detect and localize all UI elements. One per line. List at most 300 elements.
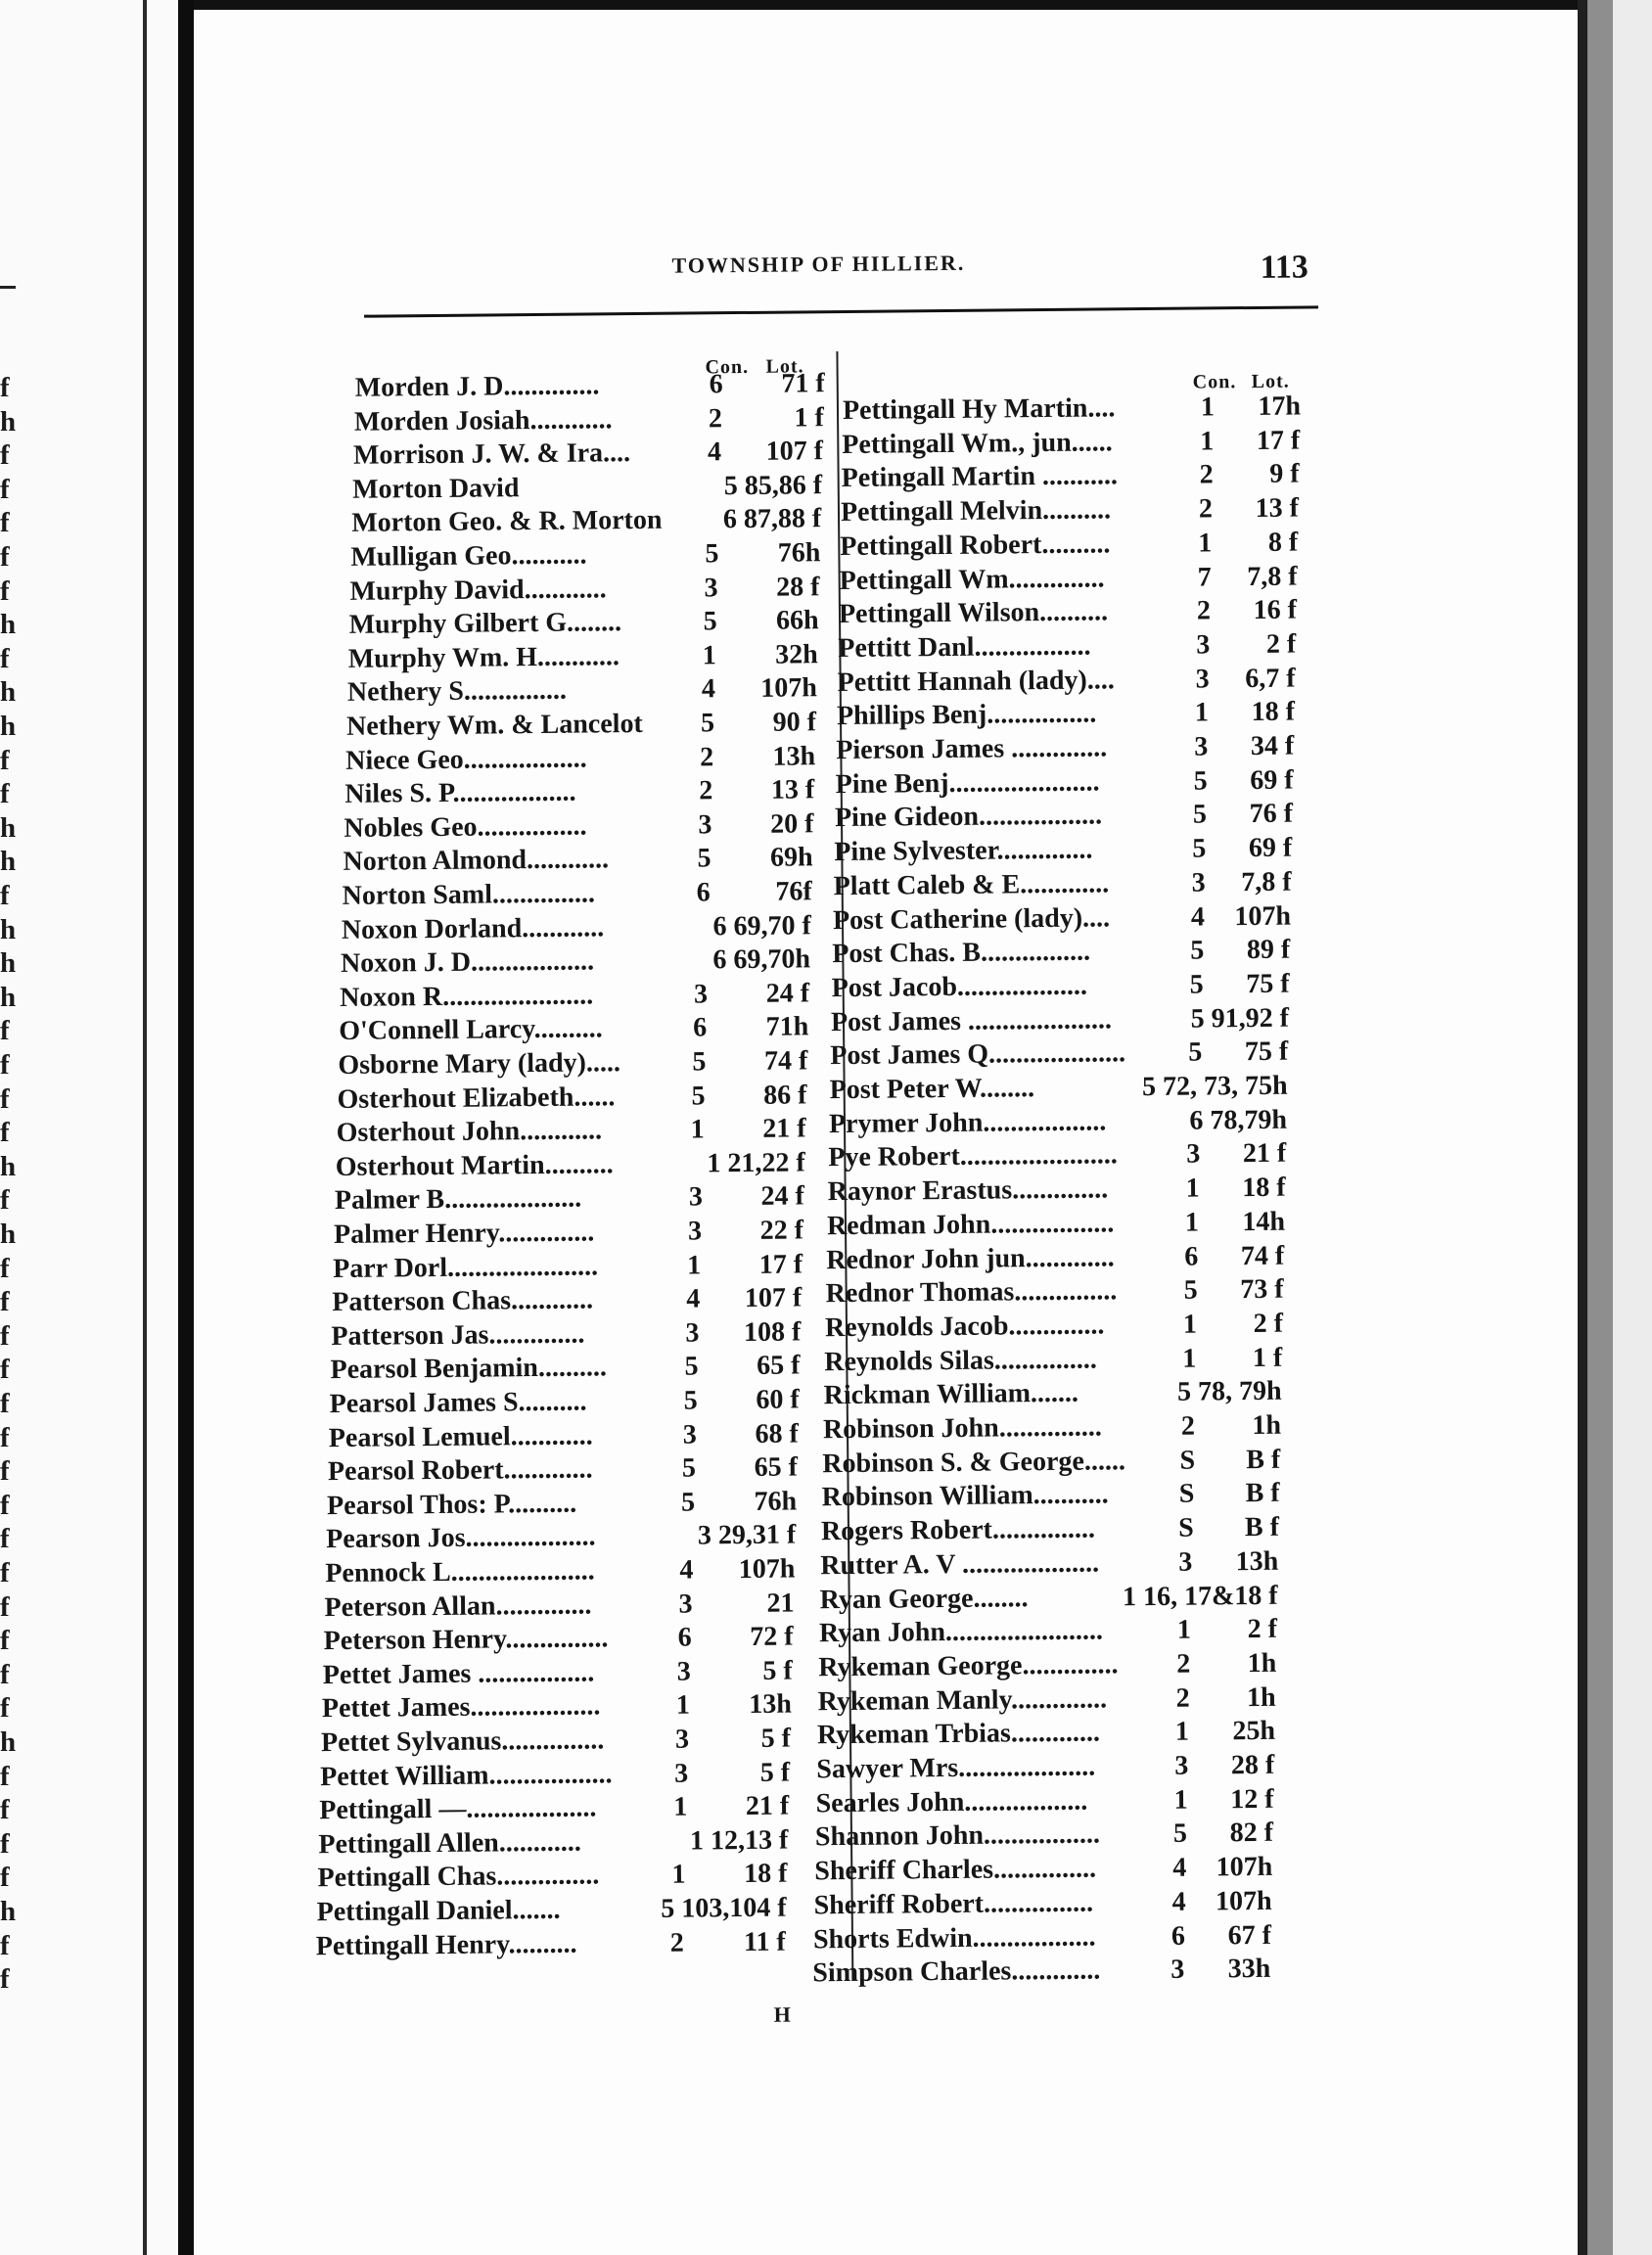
entry-name: Pine Gideon.................. xyxy=(834,800,1103,834)
entry-lot: 33h xyxy=(1227,1954,1271,1985)
entry-concession: 2 xyxy=(1196,595,1212,626)
left-entry xyxy=(331,1315,801,1354)
right-entry xyxy=(827,1205,1285,1242)
right-lot-header: Lot. xyxy=(1251,370,1290,392)
entry-concession: 3 xyxy=(685,1317,700,1349)
right-entry xyxy=(817,1680,1275,1718)
entry-lot: 69 f xyxy=(1250,764,1294,796)
entry-concession: 5 xyxy=(700,708,715,739)
entry-name: Niles S. P.................. xyxy=(344,776,576,810)
left-entry xyxy=(327,1485,797,1523)
entry-concession: 5 xyxy=(1193,765,1208,797)
right-entry xyxy=(815,1817,1273,1854)
right-entry xyxy=(827,1172,1285,1209)
left-entry xyxy=(325,1553,795,1591)
entry-lot: 76h xyxy=(754,1486,798,1517)
entry-concession: 5 xyxy=(703,606,717,637)
entry-name: Post James Q.................... xyxy=(830,1037,1126,1072)
entry-concession: 1 xyxy=(687,1250,702,1281)
entry-name: Pettitt Danl................. xyxy=(838,630,1091,664)
entry-name: Robinson S. & George...... xyxy=(822,1445,1126,1479)
right-entry xyxy=(824,1341,1282,1378)
facing-page-fragment: f xyxy=(0,744,10,776)
entry-name: Sheriff Robert................ xyxy=(813,1887,1094,1921)
entry-name: Parr Dorl...................... xyxy=(333,1251,599,1284)
entry-concession: 5 xyxy=(697,843,711,874)
left-entry xyxy=(334,1214,803,1252)
entry-lot: B f xyxy=(1244,1511,1280,1543)
entry-name: Rogers Robert............... xyxy=(820,1513,1096,1547)
entry-name: Pettet Sylvanus............... xyxy=(320,1725,605,1759)
left-entry xyxy=(354,401,824,439)
entry-concession: 1 xyxy=(1184,1207,1200,1238)
entry-concession: 4 xyxy=(707,437,722,468)
facing-page-fragment: f xyxy=(0,1489,10,1521)
entry-lot: 25h xyxy=(1232,1716,1276,1747)
facing-page-fragment: f xyxy=(0,439,10,472)
entry-concession: 6 xyxy=(1170,1920,1186,1952)
signature-mark: H xyxy=(773,2002,791,2027)
entry-lot: 13h xyxy=(1235,1545,1279,1577)
entry-lot: 72 f xyxy=(750,1621,794,1653)
left-entry xyxy=(349,571,819,609)
entry-lot: 9 f xyxy=(1269,458,1300,490)
right-entry xyxy=(834,832,1292,869)
facing-page-fragment: f xyxy=(0,1319,10,1352)
entry-name: Pine Sylvester.............. xyxy=(834,834,1093,868)
entry-concession: 3 xyxy=(704,572,718,603)
facing-page-fragment: f xyxy=(0,1523,10,1555)
entry-concession: 2 xyxy=(1176,1648,1191,1680)
entry-lot: 5 f xyxy=(760,1723,792,1754)
entry-lot: 6,7 f xyxy=(1245,663,1296,694)
right-entry xyxy=(837,662,1295,699)
facing-page-fragment: f xyxy=(0,1692,10,1725)
entry-name: Pettet James................... xyxy=(321,1690,601,1725)
entry-concession: 5 xyxy=(1189,969,1204,1000)
entry-name: Shannon John................. xyxy=(814,1818,1101,1853)
entry-name: Pettingall Melvin.......... xyxy=(840,494,1112,529)
header-rule xyxy=(364,305,1318,317)
entry-concession: 5 xyxy=(1190,935,1205,966)
entry-lot: 32h xyxy=(775,639,818,670)
entry-name: Patterson Chas............ xyxy=(332,1284,594,1318)
entry-lot: 1 16, 17&18 f xyxy=(1122,1580,1278,1612)
entry-concession: 5 xyxy=(1172,1818,1188,1850)
left-entry xyxy=(344,807,813,846)
entry-name: Post Chas. B................ xyxy=(832,936,1091,970)
entry-concession: 1 xyxy=(671,1859,686,1891)
entry-lot: 1h xyxy=(1247,1647,1277,1679)
entry-concession: 5 xyxy=(1188,1036,1203,1068)
entry-name: Morton Geo. & R. Morton xyxy=(351,505,663,539)
entry-lot: 13h xyxy=(749,1688,793,1721)
entry-lot: 2 f xyxy=(1265,628,1297,660)
entry-concession: 3 xyxy=(1170,1954,1185,1986)
right-entry xyxy=(822,1443,1280,1480)
entry-concession: 2 xyxy=(699,775,713,806)
left-entry xyxy=(347,672,817,711)
entry-concession: 3 xyxy=(673,1758,689,1789)
left-entry xyxy=(317,1892,787,1930)
entry-name: Rykeman George.............. xyxy=(818,1649,1119,1683)
entry-name: Platt Caleb & E............. xyxy=(833,868,1110,901)
left-entry xyxy=(340,977,809,1015)
entry-name: Simpson Charles............. xyxy=(812,1955,1101,1989)
left-entry xyxy=(344,773,814,811)
entry-lot: 7,8 f xyxy=(1247,561,1298,592)
entry-lot: 76 f xyxy=(1249,798,1294,830)
entry-lot: 76f xyxy=(775,876,812,907)
right-entry xyxy=(839,594,1297,631)
entry-name: Pettingall Wm., jun...... xyxy=(842,427,1113,460)
entry-concession: S xyxy=(1179,1445,1196,1476)
left-entry xyxy=(332,1282,802,1320)
entry-lot: 76h xyxy=(777,537,821,569)
entry-lot: 69 f xyxy=(1248,832,1293,864)
entry-name: Mulligan Geo........... xyxy=(350,539,587,573)
facing-page-fragment: f xyxy=(0,1184,10,1217)
right-entry xyxy=(831,1001,1289,1038)
entry-concession: 5 xyxy=(692,1046,707,1078)
entry-lot: 6 78,79h xyxy=(1189,1104,1288,1136)
entry-concession: 3 xyxy=(1194,731,1209,762)
page-number: 113 xyxy=(1260,249,1308,286)
entry-lot: 107h xyxy=(1234,900,1292,932)
entry-name: Pearsol Benjamin.......... xyxy=(330,1352,608,1386)
entry-concession: 5 xyxy=(705,538,719,570)
entry-name: Pearson Jos................... xyxy=(326,1521,596,1555)
left-entry xyxy=(351,503,821,541)
entry-concession: 3 xyxy=(698,809,712,841)
entry-concession: 5 xyxy=(1183,1274,1198,1306)
left-entry xyxy=(352,469,822,507)
entry-concession: 5 xyxy=(1192,799,1208,830)
entry-name: Noxon J. D.................. xyxy=(340,945,595,980)
left-con-header: Con. xyxy=(705,355,750,379)
entry-concession: 6 xyxy=(677,1622,692,1653)
right-entry xyxy=(840,526,1298,563)
entry-name: Pearsol Robert............. xyxy=(327,1453,593,1488)
left-entry xyxy=(341,943,810,982)
entry-name: Nobles Geo................ xyxy=(344,810,587,844)
entry-concession: 1 xyxy=(1194,697,1210,728)
entry-lot: 66h xyxy=(775,605,819,636)
facing-page-fragment: f xyxy=(0,1082,10,1115)
entry-lot: 69h xyxy=(769,842,813,874)
facing-page-fragment: f xyxy=(0,1794,10,1826)
facing-page-fragment: f xyxy=(0,1354,10,1386)
facing-page-fragment: f xyxy=(0,1117,10,1149)
entry-lot: 1 21,22 f xyxy=(707,1147,805,1179)
facing-page-fragment: f xyxy=(0,1015,10,1047)
entry-lot: 18 f xyxy=(1251,696,1296,728)
right-entry xyxy=(841,492,1299,529)
left-entry xyxy=(330,1383,800,1421)
entry-lot: 17h xyxy=(1258,391,1302,422)
left-entry xyxy=(350,536,820,575)
entry-concession: 1 xyxy=(1182,1309,1198,1340)
entry-name: Pearsol Thos: P.......... xyxy=(326,1488,577,1521)
facing-page-fragment: f xyxy=(0,1252,10,1284)
entry-concession: 3 xyxy=(682,1419,697,1450)
left-entry xyxy=(324,1587,794,1625)
entry-name: Norton Almond............ xyxy=(343,844,610,878)
facing-page-fragment: f xyxy=(0,1929,10,1961)
entry-name: Pettingall Allen............ xyxy=(318,1826,581,1861)
entry-name: Noxon Dorland............ xyxy=(341,911,605,945)
entry-name: Pierson James .............. xyxy=(836,732,1108,766)
entry-name: Osterhout Martin.......... xyxy=(335,1149,614,1182)
left-entry xyxy=(326,1519,796,1557)
entry-lot: 21 f xyxy=(1242,1138,1287,1170)
entry-lot: 28 f xyxy=(776,571,820,603)
entry-name: Morden J. D.............. xyxy=(354,370,600,403)
entry-concession: 3 xyxy=(674,1724,690,1755)
left-entry xyxy=(323,1654,793,1692)
entry-name: Pettet James ................. xyxy=(322,1657,595,1690)
left-entry xyxy=(319,1790,789,1828)
entry-lot: 82 f xyxy=(1229,1818,1274,1849)
entry-concession: 2 xyxy=(1175,1682,1190,1714)
entry-lot: 90 f xyxy=(772,707,817,738)
entry-name: Post Jacob................... xyxy=(831,970,1088,1004)
entry-name: Rednor Thomas............... xyxy=(825,1275,1118,1310)
right-entry xyxy=(815,1783,1273,1820)
facing-page-fragment: f xyxy=(0,507,10,539)
entry-lot: 107h xyxy=(1216,1851,1273,1883)
entry-lot: 11 f xyxy=(743,1926,786,1957)
left-entry xyxy=(335,1180,804,1219)
left-entry xyxy=(329,1417,799,1455)
entry-name: Pennock L..................... xyxy=(325,1555,595,1589)
entry-name: Pettitt Hannah (lady).... xyxy=(837,664,1115,698)
entry-name: Murphy Gilbert G........ xyxy=(348,607,622,641)
right-entry xyxy=(820,1545,1278,1583)
left-entry xyxy=(338,1044,807,1082)
entry-lot: 16 f xyxy=(1253,594,1298,626)
entry-lot: 24 f xyxy=(760,1180,805,1213)
entry-lot: 5 91,92 f xyxy=(1190,1002,1290,1035)
entry-concession: 4 xyxy=(686,1283,701,1314)
entry-lot: 5 f xyxy=(759,1757,791,1788)
left-entry xyxy=(349,604,819,642)
entry-concession: 3 xyxy=(1186,1138,1201,1171)
entry-concession: 6 xyxy=(693,1012,708,1043)
entry-name: Pettingall Robert.......... xyxy=(840,529,1111,562)
entry-name: Pearsol Lemuel............ xyxy=(328,1420,593,1453)
right-entry xyxy=(842,458,1300,495)
entry-concession: 1 xyxy=(702,640,716,671)
entry-lot: 3 29,31 f xyxy=(697,1519,797,1551)
entry-lot: 74 f xyxy=(763,1045,808,1077)
entry-lot: 7,8 f xyxy=(1241,866,1292,897)
facing-page-fragment: f xyxy=(0,1455,10,1488)
entry-name: Pettingall Chas............... xyxy=(317,1860,600,1894)
entry-concession: 1 xyxy=(1174,1716,1190,1748)
left-entry xyxy=(336,1146,805,1184)
entry-name: Morrison J. W. & Ira.... xyxy=(352,437,631,471)
entry-name: Rykeman Manly.............. xyxy=(817,1683,1108,1717)
entry-lot: 1 f xyxy=(1252,1342,1283,1373)
facing-page-fragment: h xyxy=(0,811,17,844)
facing-page-fragment: f xyxy=(0,575,10,607)
entry-concession: 1 xyxy=(673,1791,688,1822)
entry-name: Murphy David............ xyxy=(349,573,607,607)
entry-concession: 4 xyxy=(1190,900,1206,933)
right-entry xyxy=(826,1239,1284,1276)
right-con-header: Con. xyxy=(1192,371,1237,393)
right-entry xyxy=(833,865,1291,902)
entry-concession: 5 xyxy=(683,1385,698,1416)
facing-page-fragment: h xyxy=(0,913,17,945)
entry-lot: 28 f xyxy=(1230,1749,1275,1781)
entry-lot: 107 f xyxy=(744,1282,803,1314)
facing-page-fragment: f xyxy=(0,1590,10,1623)
entry-name: Peterson Henry............... xyxy=(323,1623,609,1657)
right-entry xyxy=(842,424,1300,461)
facing-page-fragment: h xyxy=(0,1726,17,1758)
entry-lot: 17 f xyxy=(1256,425,1301,456)
facing-page-fragment: f xyxy=(0,541,10,573)
entry-concession: 6 xyxy=(1184,1241,1199,1272)
entry-name: Pine Benj...................... xyxy=(835,766,1100,800)
entry-concession: 1 xyxy=(1173,1784,1188,1816)
entry-lot: 6 69,70h xyxy=(712,943,811,976)
facing-page-fragment: h xyxy=(0,676,17,709)
entry-name: Reynolds Silas............... xyxy=(824,1344,1097,1377)
entry-name: Pettingall Henry.......... xyxy=(315,1928,577,1961)
entry-concession: 3 xyxy=(1191,867,1206,898)
entry-lot: 75 f xyxy=(1246,968,1290,999)
left-entry xyxy=(320,1756,790,1794)
facing-page-fragment: f xyxy=(0,1760,10,1792)
entry-name: Phillips Benj................ xyxy=(836,698,1097,732)
entry-name: Morton David xyxy=(351,472,520,505)
entry-lot: B f xyxy=(1246,1444,1281,1475)
left-entry xyxy=(336,1113,805,1151)
left-entry xyxy=(318,1823,788,1862)
entry-concession: 5 xyxy=(691,1080,706,1112)
facing-page-fragment: h xyxy=(0,1219,17,1250)
right-entry xyxy=(818,1647,1276,1684)
entry-name: Nethery S............... xyxy=(346,675,568,709)
facing-page-fragment: f xyxy=(0,1388,10,1419)
right-entry xyxy=(843,391,1301,428)
entry-lot: 1 12,13 f xyxy=(689,1824,789,1857)
entry-lot: 107h xyxy=(760,672,818,705)
entry-lot: 14h xyxy=(1242,1206,1286,1237)
entry-concession: 3 xyxy=(678,1588,693,1620)
entry-name: Post James ..................... xyxy=(830,1003,1113,1037)
entry-concession: 2 xyxy=(669,1927,684,1958)
facing-page-fragment: f xyxy=(0,1827,10,1860)
entry-lot: 60 f xyxy=(756,1384,800,1415)
entry-name: Post Peter W........ xyxy=(829,1073,1035,1106)
entry-concession: 4 xyxy=(679,1554,694,1586)
entry-concession: S xyxy=(1178,1478,1195,1510)
entry-lot: 2 f xyxy=(1253,1308,1284,1339)
entry-name: Morden Josiah............ xyxy=(353,403,613,437)
entry-lot: 107 f xyxy=(765,436,824,467)
left-entry xyxy=(337,1079,806,1117)
left-entry xyxy=(355,367,825,405)
facing-page-fragment: h xyxy=(0,1896,17,1927)
facing-page-fragment: f xyxy=(0,1658,10,1690)
entry-name: Raynor Erastus.............. xyxy=(827,1174,1109,1208)
right-entry xyxy=(829,1103,1287,1140)
right-entry xyxy=(823,1409,1281,1447)
entry-concession: 1 xyxy=(1185,1173,1200,1204)
right-entry xyxy=(831,968,1289,1005)
right-entry xyxy=(813,1918,1271,1956)
facing-page-fragment: f xyxy=(0,473,10,505)
entry-name: Peterson Allan.............. xyxy=(324,1589,592,1623)
entry-lot: 12 f xyxy=(1230,1783,1274,1815)
entry-lot: 24 f xyxy=(765,978,810,1009)
entry-name: Pettingall —................... xyxy=(319,1792,597,1826)
entry-concession: 1 xyxy=(1200,426,1215,457)
entry-concession: 3 xyxy=(688,1181,704,1213)
left-entry xyxy=(343,875,812,913)
entry-name: Murphy Wm. H............ xyxy=(347,640,620,674)
right-entry xyxy=(829,1070,1287,1107)
right-entry xyxy=(835,798,1293,835)
entry-name: Patterson Jas.............. xyxy=(331,1318,585,1352)
facing-page-fragment: h xyxy=(0,405,17,437)
left-entry xyxy=(317,1858,787,1896)
entry-name: Pettingall Daniel....... xyxy=(316,1894,561,1928)
entry-lot: 6 87,88 f xyxy=(722,503,822,535)
entry-lot: 67 f xyxy=(1227,1919,1272,1951)
entry-concession: 3 xyxy=(1196,629,1211,661)
right-entry xyxy=(819,1613,1277,1650)
left-entry xyxy=(333,1248,803,1286)
entry-name: Robinson William........... xyxy=(821,1479,1109,1513)
entry-concession: 2 xyxy=(1180,1410,1196,1442)
entry-name: Osborne Mary (lady)..... xyxy=(338,1047,621,1081)
entry-name: Pearsol James S.......... xyxy=(329,1386,587,1420)
entry-concession: 2 xyxy=(1199,459,1214,490)
left-entry xyxy=(345,740,815,778)
entry-lot: 86 f xyxy=(763,1079,807,1111)
entry-lot: B f xyxy=(1245,1478,1280,1509)
entry-lot: 13h xyxy=(772,740,816,772)
entry-lot: 5 103,104 f xyxy=(661,1892,787,1924)
entry-concession: 5 xyxy=(684,1351,699,1382)
right-entry xyxy=(821,1477,1279,1514)
entry-concession: 4 xyxy=(1171,1886,1186,1917)
entry-concession: 2 xyxy=(1198,493,1214,525)
left-entry xyxy=(330,1350,800,1388)
entry-name: Palmer B.................... xyxy=(334,1182,582,1217)
entry-lot: 73 f xyxy=(1240,1273,1284,1306)
entry-lot: 2 f xyxy=(1247,1613,1278,1645)
entry-lot: 65 f xyxy=(757,1350,801,1382)
entry-name: Shorts Edwin.................. xyxy=(812,1921,1096,1955)
entry-concession: 1 xyxy=(1182,1343,1197,1374)
right-entry xyxy=(821,1511,1279,1548)
facing-page-fragment: f xyxy=(0,1862,10,1894)
facing-page-fragment: f xyxy=(0,1963,10,1996)
facing-page-fragment: h xyxy=(0,981,17,1013)
left-entry xyxy=(348,638,818,676)
entry-lot: 65 f xyxy=(754,1451,799,1484)
entry-lot: 13 f xyxy=(1255,492,1300,525)
entry-lot: 75 f xyxy=(1244,1035,1289,1068)
entry-concession: 1 xyxy=(1176,1614,1192,1645)
entry-lot: 107h xyxy=(738,1553,796,1586)
